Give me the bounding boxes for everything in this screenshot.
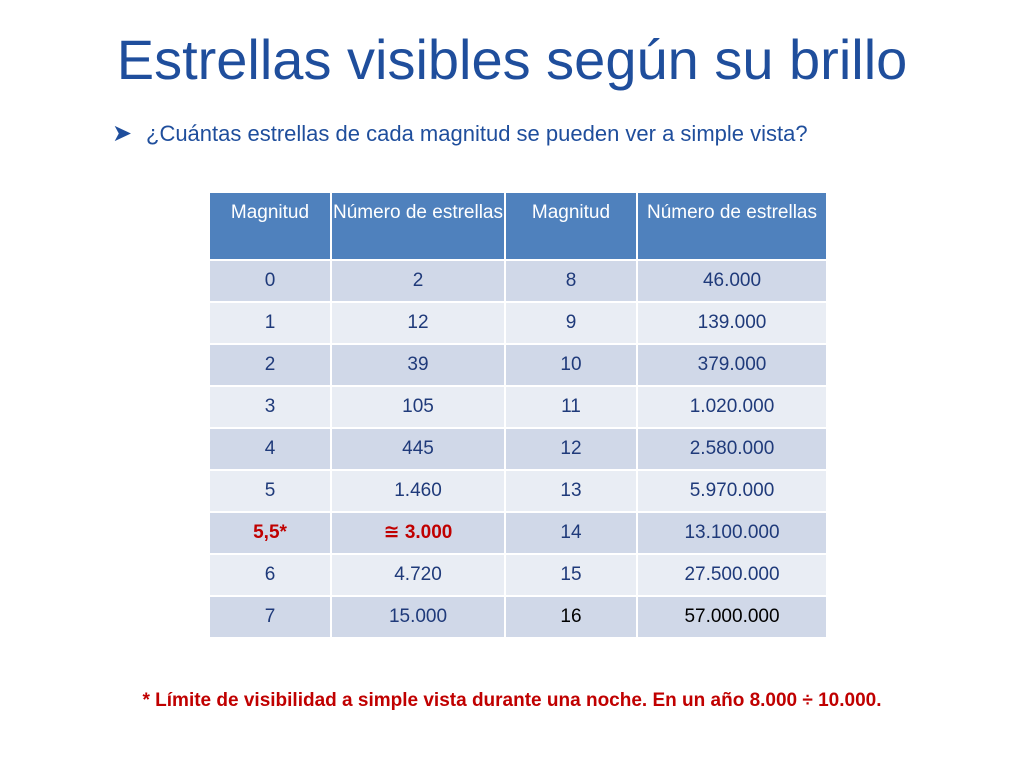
table-cell: 11 [505,386,637,428]
table-cell: 16 [505,596,637,638]
table-row [209,428,827,470]
table-row [209,554,827,596]
header-magnitud-2: Magnitud [505,192,637,260]
table-cell: 10 [505,344,637,386]
table-cell: 379.000 [637,344,827,386]
table-cell: 1.460 [331,470,505,512]
table-cell: 105 [331,386,505,428]
table-cell: 1.020.000 [637,386,827,428]
table-cell: 12 [505,428,637,470]
table-header-row [209,192,827,260]
table-cell: 27.500.000 [637,554,827,596]
table-row [209,386,827,428]
highlight-count-cell: ≅ 3.000 [331,512,505,554]
table-cell: 0 [209,260,331,302]
subtitle-line [112,116,932,152]
table-cell: 1 [209,302,331,344]
table-cell: 4.720 [331,554,505,596]
table-row [209,596,827,638]
table-cell: 6 [209,554,331,596]
table-row-highlight [209,512,827,554]
footnote: * Límite de visibilidad a simple vista durante una noche. En un año 8.000 ÷ 10.000. [142,690,882,711]
table-cell: 15.000 [331,596,505,638]
table-cell: 13.100.000 [637,512,827,554]
highlight-magnitude-cell: 5,5* [209,512,331,554]
table-row [209,260,827,302]
table-cell: 39 [331,344,505,386]
table-cell: 13 [505,470,637,512]
table-cell: 14 [505,512,637,554]
table-cell: 57.000.000 [637,596,827,638]
header-numero-2: Número de estrellas [637,192,827,260]
header-magnitud-1: Magnitud [209,192,331,260]
table-row [209,344,827,386]
table-cell: 2.580.000 [637,428,827,470]
table-cell: 2 [331,260,505,302]
table-row [209,302,827,344]
table-cell: 2 [209,344,331,386]
table-cell: 5.970.000 [637,470,827,512]
table-cell: 7 [209,596,331,638]
slide-title: Estrellas visibles según su brillo [116,28,908,91]
table-cell: 5 [209,470,331,512]
star-magnitude-table [208,191,828,639]
table-cell: 445 [331,428,505,470]
table-cell: 46.000 [637,260,827,302]
header-numero-1: Número de estrellas [331,192,505,260]
table-row [209,470,827,512]
table-cell: 139.000 [637,302,827,344]
table-cell: 4 [209,428,331,470]
table-cell: 9 [505,302,637,344]
table-cell: 3 [209,386,331,428]
arrow-bullet-icon: ➤ [112,120,133,147]
subtitle-text: ¿Cuántas estrellas de cada magnitud se pueden ver a simple vista? [146,121,808,146]
table-cell: 8 [505,260,637,302]
table-cell: 15 [505,554,637,596]
table-cell: 12 [331,302,505,344]
